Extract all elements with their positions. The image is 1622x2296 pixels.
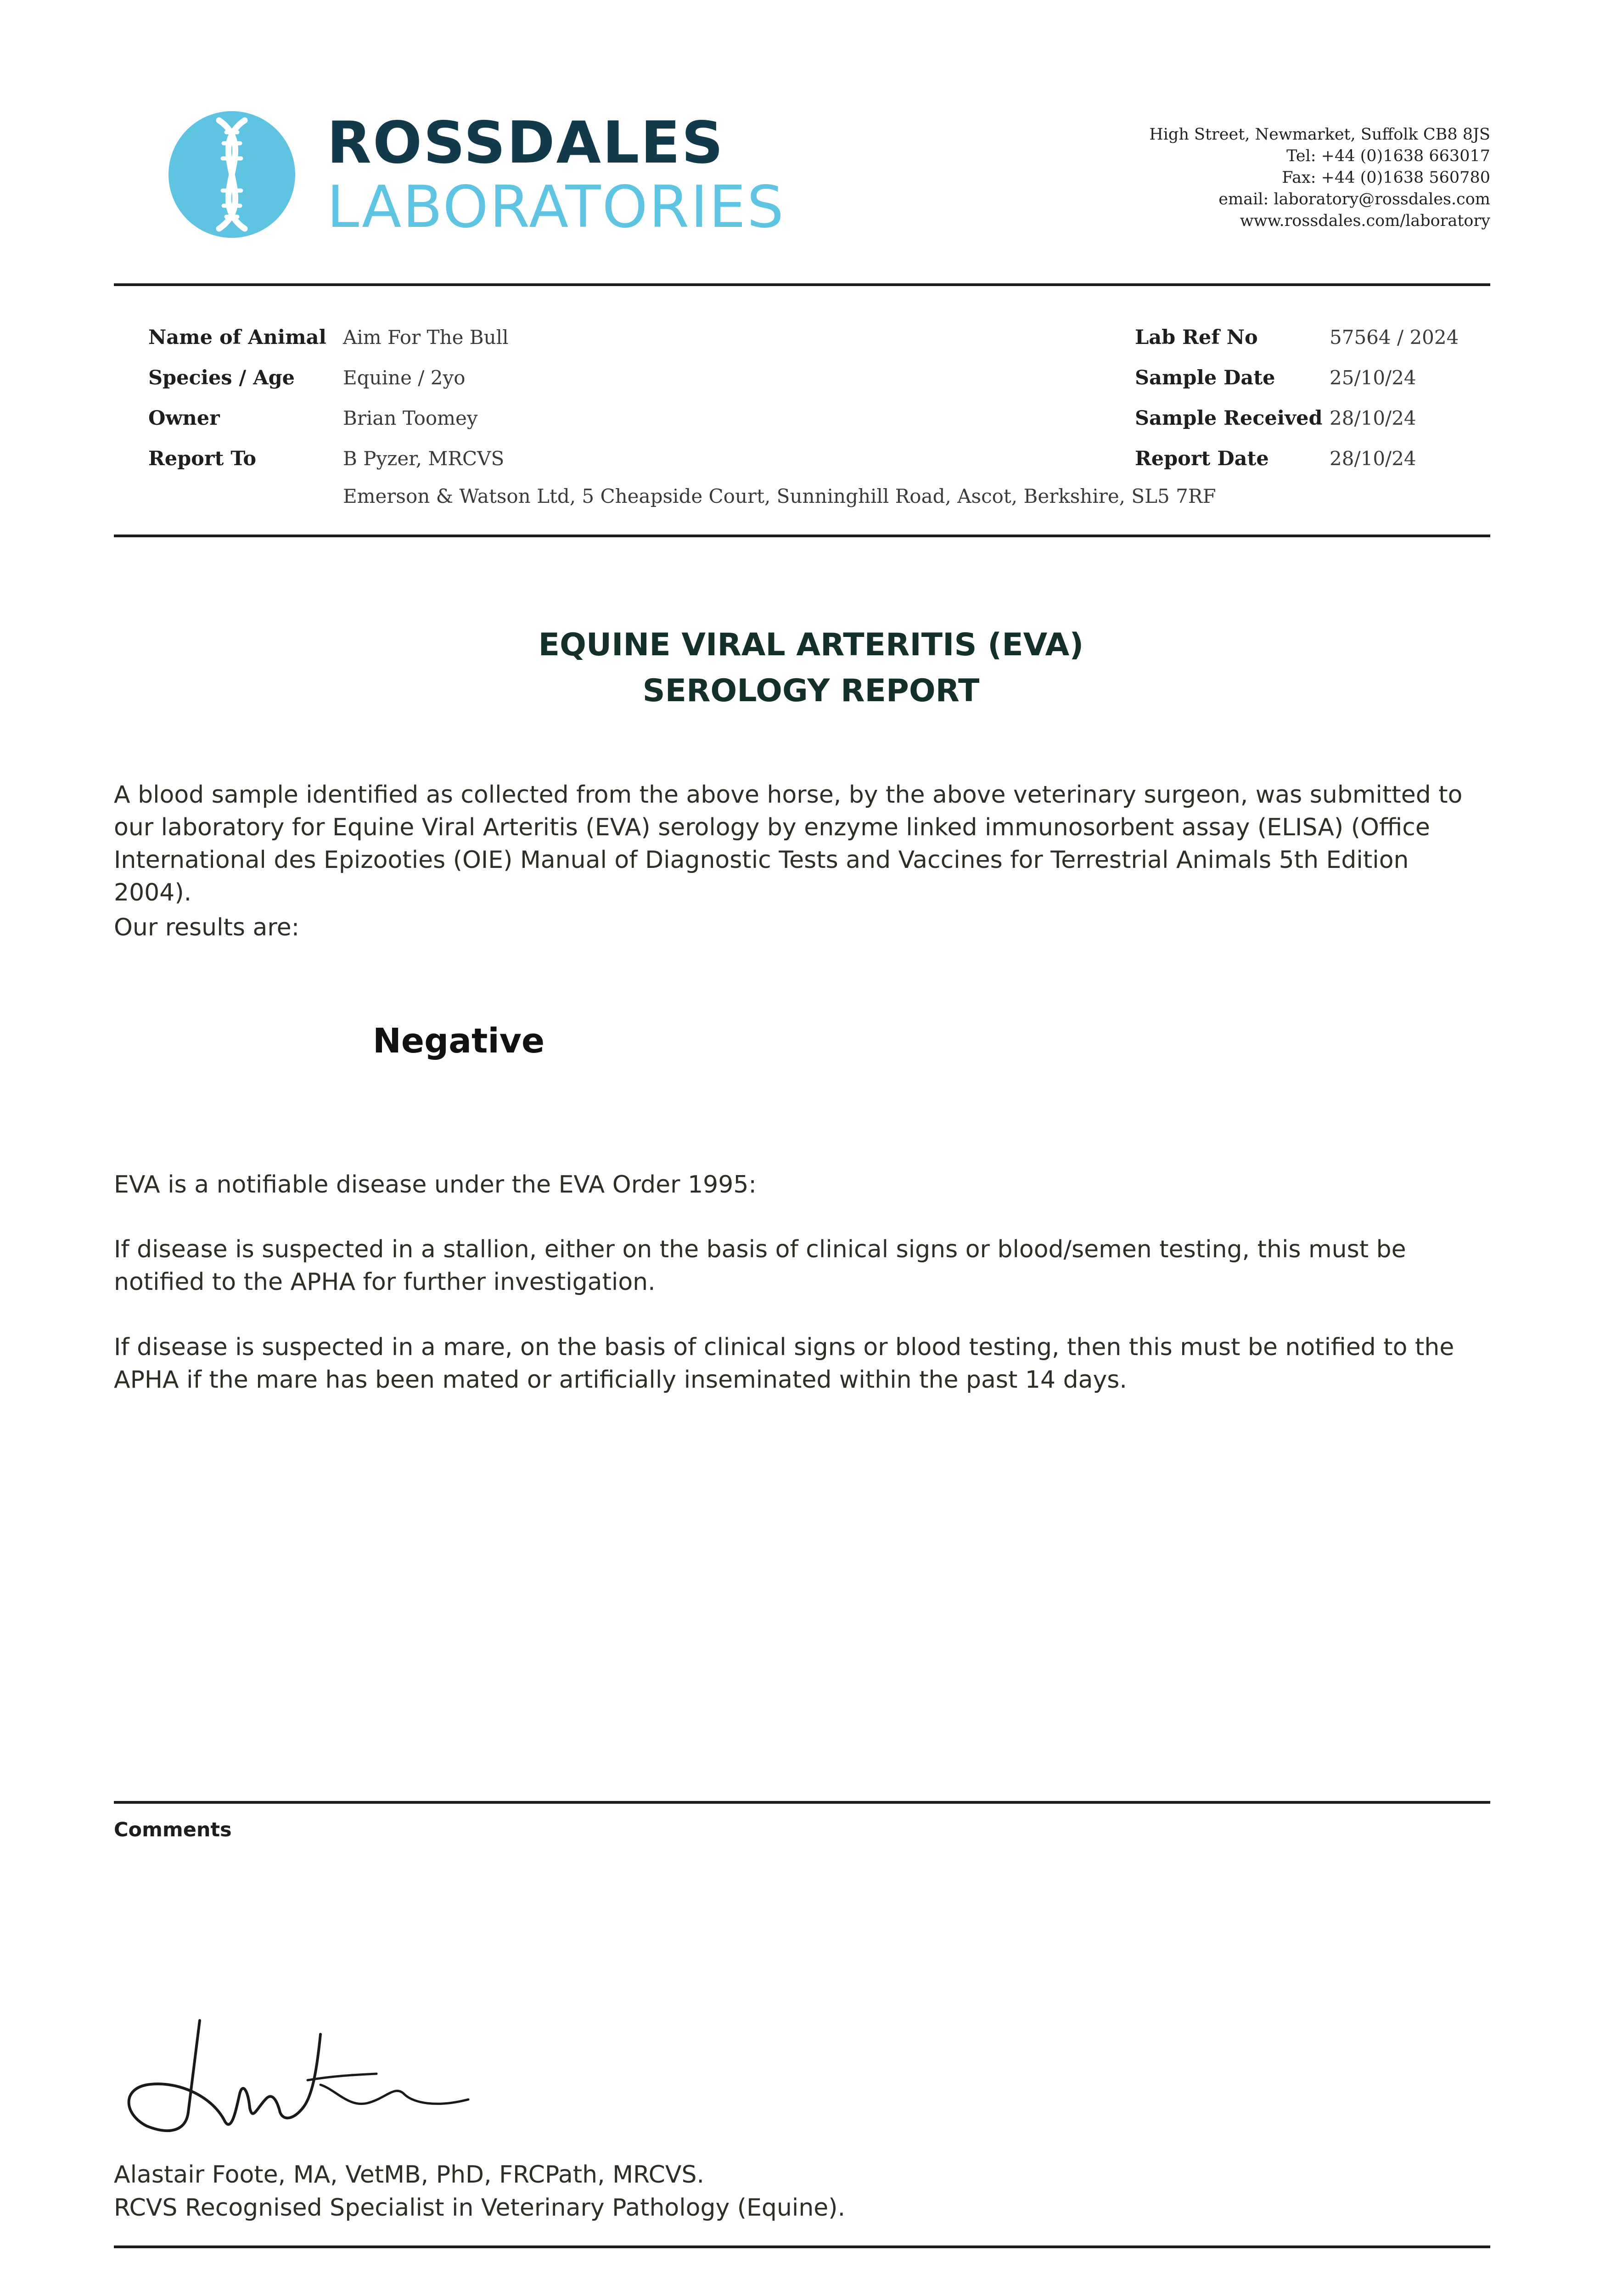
value-report-to: B Pyzer, MRCVS (343, 447, 505, 470)
address-tel: Tel: +44 (0)1638 663017 (1286, 147, 1490, 165)
label-sample-date: Sample Date (1135, 366, 1275, 389)
notifiable-paragraph: EVA is a notifiable disease under the EVA Order 1995: (114, 1171, 757, 1199)
report-title-line1: EQUINE VIRAL ARTERITIS (EVA) (538, 627, 1084, 663)
value-owner: Brian Toomey (343, 407, 478, 429)
signer-credentials: RCVS Recognised Specialist in Veterinary Pathology (Equine). (114, 2194, 846, 2222)
label-report-date: Report Date (1135, 447, 1269, 470)
value-report-to-address: Emerson & Watson Ltd, 5 Cheapside Court, Sunninghill Road, Ascot, Berkshire, SL5 7RF (343, 485, 1216, 507)
value-report-date: 28/10/24 (1330, 447, 1416, 470)
comments-divider (114, 1801, 1490, 1804)
label-name-of-animal: Name of Animal (148, 326, 326, 349)
brand-name-line2: LABORATORIES (327, 173, 785, 241)
value-lab-ref-no: 57564 / 2024 (1330, 326, 1459, 349)
value-sample-date: 25/10/24 (1330, 366, 1416, 389)
label-species-age: Species / Age (148, 366, 295, 389)
signer-block (114, 2158, 845, 2224)
value-sample-received: 28/10/24 (1330, 407, 1416, 429)
address-street: High Street, Newmarket, Suffolk CB8 8JS (1149, 125, 1490, 144)
brand-name-line1: ROSSDALES (327, 109, 725, 176)
address-fax: Fax: +44 (0)1638 560780 (1282, 169, 1490, 187)
mare-paragraph: If disease is suspected in a mare, on the basis of clinical signs or blood testing, then this must be notified to the APHA if the mare has been mated or artificially inseminated within the past 14 days. (114, 1334, 1454, 1394)
label-sample-received: Sample Received (1135, 407, 1323, 430)
footer-divider (114, 2245, 1490, 2248)
intro-paragraph: A blood sample identified as collected from the above horse, by the above veterinary surgeon, was submitted to our laboratory for Equine Viral Arteritis (EVA) serology by enzyme linked immunosorbent assay (ELISA) (Office International des Epizooties (OIE) Manual of Diagnostic Tests and Vaccines for Terrestrial Animals 5th Edition 2004). (114, 781, 1463, 906)
label-lab-ref-no: Lab Ref No (1135, 326, 1258, 349)
address-website[interactable]: www.rossdales.com/laboratory (1240, 212, 1490, 230)
value-species-age: Equine / 2yo (343, 366, 466, 389)
report-title-line2: SEROLOGY REPORT (642, 673, 980, 709)
comments-label: Comments (114, 1818, 232, 1841)
label-report-to: Report To (148, 447, 257, 470)
label-owner: Owner (148, 407, 220, 430)
lab-address (1149, 124, 1490, 232)
stallion-paragraph: If disease is suspected in a stallion, either on the basis of clinical signs or blood/semen testing, this must be notified to the APHA for further investigation. (114, 1236, 1406, 1296)
address-email[interactable]: email: laboratory@rossdales.com (1218, 190, 1490, 208)
signature-image (119, 2016, 477, 2140)
details-divider (114, 535, 1490, 537)
signer-name: Alastair Foote, MA, VetMB, PhD, FRCPath, MRCVS. (114, 2161, 705, 2189)
header-divider (114, 283, 1490, 286)
result-value: Negative (373, 1021, 545, 1061)
dna-logo-icon (168, 110, 296, 239)
results-intro: Our results are: (114, 914, 300, 941)
value-name-of-animal: Aim For The Bull (343, 326, 509, 349)
